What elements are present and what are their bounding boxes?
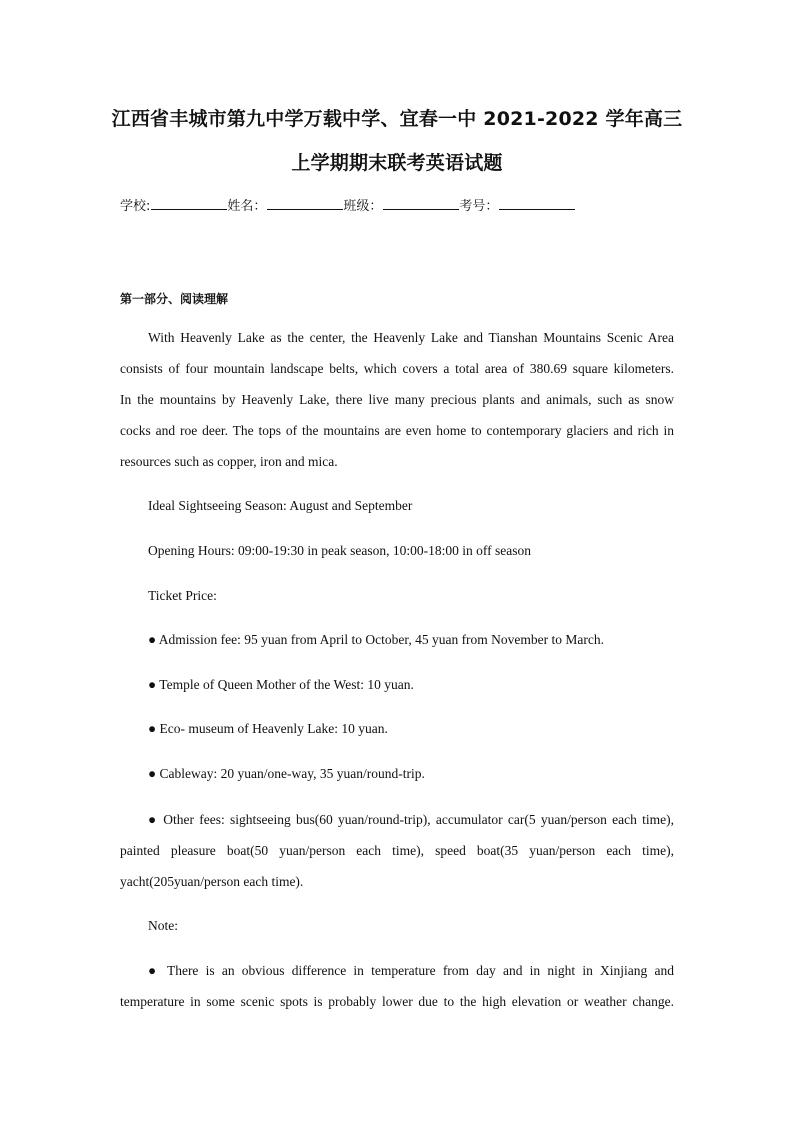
other-fees-line: yacht(205yuan/person each time). — [120, 874, 304, 889]
other-fees-line: ● Other fees: sightseeing bus(60 yuan/round-trip), accumulator car(5 yuan/person each time), — [148, 812, 674, 827]
exam-number-label: 考号： — [459, 199, 499, 214]
intro-line: In the mountains by Heavenly Lake, there live many precious plants and animals, such as snow — [120, 392, 674, 407]
class-blank[interactable] — [383, 197, 459, 210]
student-info-row — [120, 195, 575, 214]
other-fees-paragraph — [120, 804, 674, 897]
class-label: 班级： — [343, 199, 383, 214]
temple-fee-item: ● Temple of Queen Mother of the West: 10 yuan. — [148, 677, 414, 692]
school-blank[interactable] — [151, 197, 227, 210]
cableway-fee-item: ● Cableway: 20 yuan/one-way, 35 yuan/round-trip. — [148, 766, 425, 781]
sightseeing-season: Ideal Sightseeing Season: August and September — [148, 498, 413, 513]
name-blank[interactable] — [267, 197, 343, 210]
note-line: ● There is an obvious difference in temperature from day and in night in Xinjiang and — [148, 963, 674, 978]
intro-line: cocks and roe deer. The tops of the mountains are even home to contemporary glaciers and rich in — [120, 423, 674, 438]
document-title-line-1: 江西省丰城市第九中学万载中学、宜春一中 2021-2022 学年高三 — [111, 108, 683, 130]
intro-paragraph — [120, 322, 674, 477]
document-title-line-2: 上学期期末联考英语试题 — [291, 152, 503, 174]
intro-line: resources such as copper, iron and mica. — [120, 454, 338, 469]
ticket-price-label: Ticket Price: — [148, 588, 217, 603]
note-label: Note: — [148, 918, 178, 933]
name-label: 姓名： — [227, 199, 267, 214]
museum-fee-item: ● Eco- museum of Heavenly Lake: 10 yuan. — [148, 721, 388, 736]
exam-number-blank[interactable] — [499, 197, 575, 210]
intro-line: With Heavenly Lake as the center, the Heavenly Lake and Tianshan Mountains Scenic Area — [148, 330, 674, 345]
note-paragraph — [120, 955, 674, 1017]
admission-fee-item: ● Admission fee: 95 yuan from April to October, 45 yuan from November to March. — [148, 632, 605, 647]
intro-line: consists of four mountain landscape belts, which covers a total area of 380.69 square kilometers. — [120, 361, 674, 376]
other-fees-line: painted pleasure boat(50 yuan/person each time), speed boat(35 yuan/person each time), — [120, 843, 674, 858]
opening-hours: Opening Hours: 09:00-19:30 in peak season, 10:00-18:00 in off season — [148, 543, 531, 558]
section-heading: 第一部分、阅读理解 — [120, 292, 229, 306]
school-label: 学校: — [120, 199, 151, 214]
note-line: temperature in some scenic spots is probably lower due to the high elevation or weather change. — [120, 994, 674, 1009]
